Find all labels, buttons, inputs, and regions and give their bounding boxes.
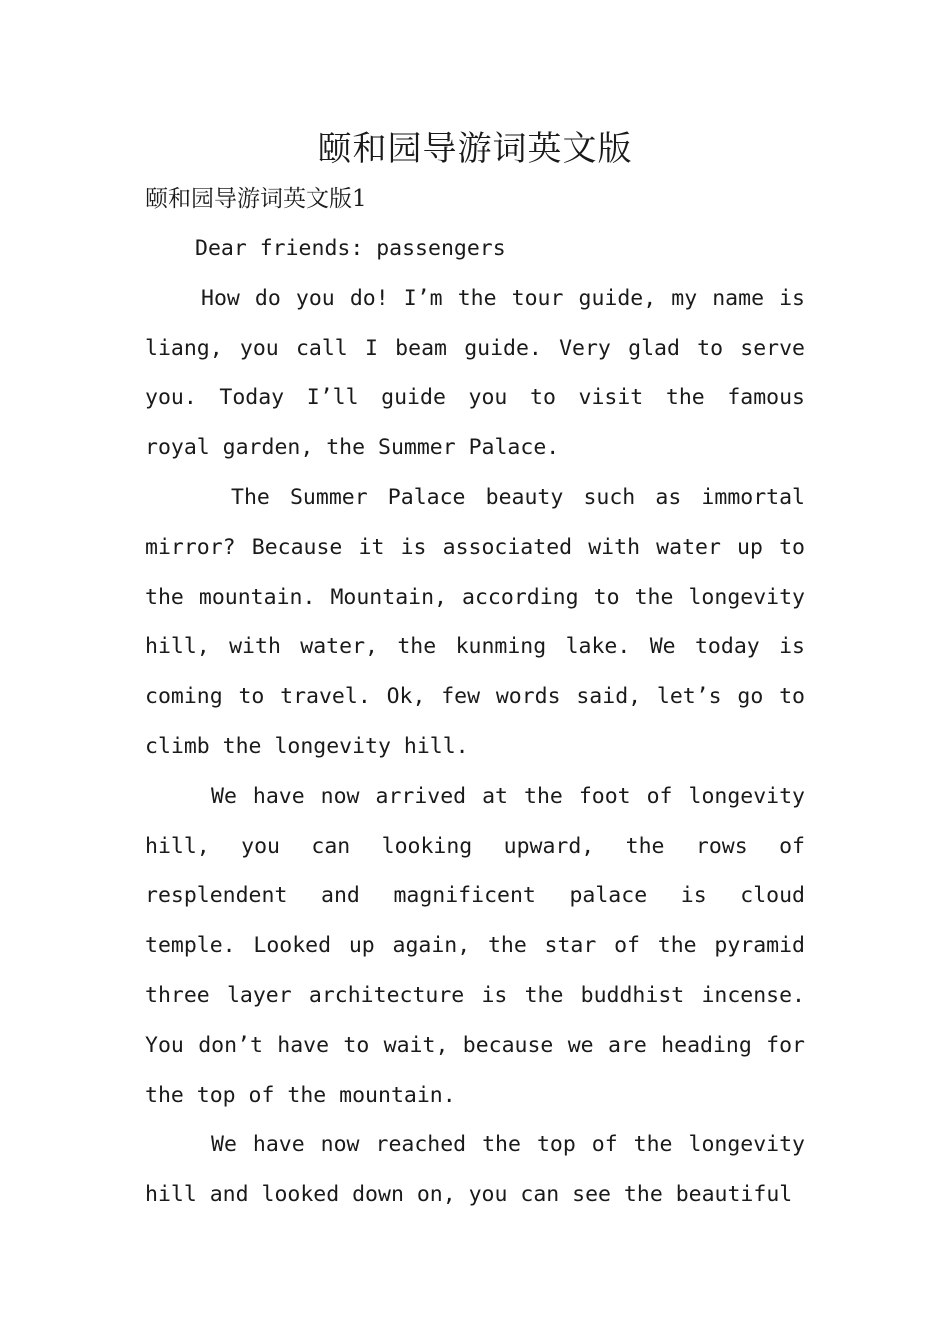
section-heading: 颐和园导游词英文版1: [145, 186, 367, 212]
document-body: [145, 224, 805, 1220]
greeting-line: Dear friends: passengers: [195, 236, 506, 261]
paragraph-top-of-hill: We have now reached the top of the longevity hill and looked down on, you can see the beautiful: [145, 1132, 805, 1208]
paragraph-intro: How do you do! I’m the tour guide, my name is liang, you call I beam guide. Very glad to serve you. Today I’ll guide you to visit the famous royal garden, the Summer Palace.: [145, 285, 805, 461]
document-title: 颐和园导游词英文版: [317, 129, 633, 169]
paragraph-summer-palace: The Summer Palace beauty such as immortal mirror? Because it is associated with water up to the mountain. Mountain, according to the longevity hill, with water, the kunming lake. We today is coming to travel. Ok, few words said, let’s go to climb the longevity hill.: [145, 484, 805, 759]
paragraph-foot-of-hill: We have now arrived at the foot of longevity hill, you can looking upward, the rows of resplendent and magnificent palace is cloud temple. Looked up again, the star of the pyramid three layer architecture is the buddhist incense. You don’t have to wait, because we are heading for the top of the mountain.: [145, 783, 805, 1108]
